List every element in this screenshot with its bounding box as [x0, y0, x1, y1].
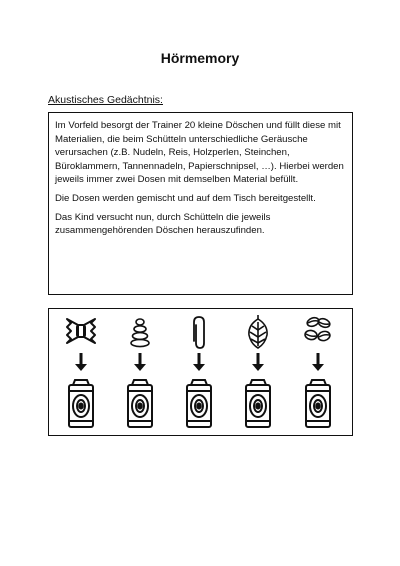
- can-with-arrow: [298, 313, 338, 433]
- arrow-and-can: [298, 313, 338, 433]
- can-with-arrow: [120, 313, 160, 433]
- can-icon: [69, 380, 93, 427]
- arrow-and-can: [179, 313, 219, 433]
- can-icon: [187, 380, 211, 427]
- arrow-and-can: [120, 313, 160, 433]
- arrow-down-icon: [75, 353, 87, 371]
- arrow-and-can: [238, 313, 278, 433]
- instruction-paragraph: Die Dosen werden gemischt und auf dem Tisch bereitgestellt.: [55, 192, 316, 204]
- illustration-box: [48, 308, 353, 436]
- instructions-box: [48, 112, 353, 295]
- arrow-down-icon: [312, 353, 324, 371]
- can-icon: [246, 380, 270, 427]
- can-icon: [306, 380, 330, 427]
- instruction-paragraph: Im Vorfeld besorgt der Trainer 20 kleine Döschen und füllt diese mit Materialien, die beim Schütteln unterschiedliche Geräusche verursachen (z.B. Nudeln, Reis, Holzperlen, Steinchen, Büroklammern, Tannennadeln, Papierschnipsel, …). Hierbei werden jeweils immer zwei Dosen mit demselben Material befüllt.: [55, 120, 344, 186]
- section-label: Akustisches Gedächtnis:: [48, 94, 163, 106]
- arrow-down-icon: [134, 353, 146, 371]
- arrow-and-can: [61, 313, 101, 433]
- can-icon: [128, 380, 152, 427]
- arrow-down-icon: [193, 353, 205, 371]
- instruction-paragraph: Das Kind versucht nun, durch Schütteln die jeweils zusammengehörenden Döschen herauszufinden.: [55, 211, 271, 237]
- arrow-down-icon: [252, 353, 264, 371]
- can-with-arrow: [61, 313, 101, 433]
- can-with-arrow: [179, 313, 219, 433]
- can-with-arrow: [238, 313, 278, 433]
- page-title: Hörmemory: [160, 50, 240, 66]
